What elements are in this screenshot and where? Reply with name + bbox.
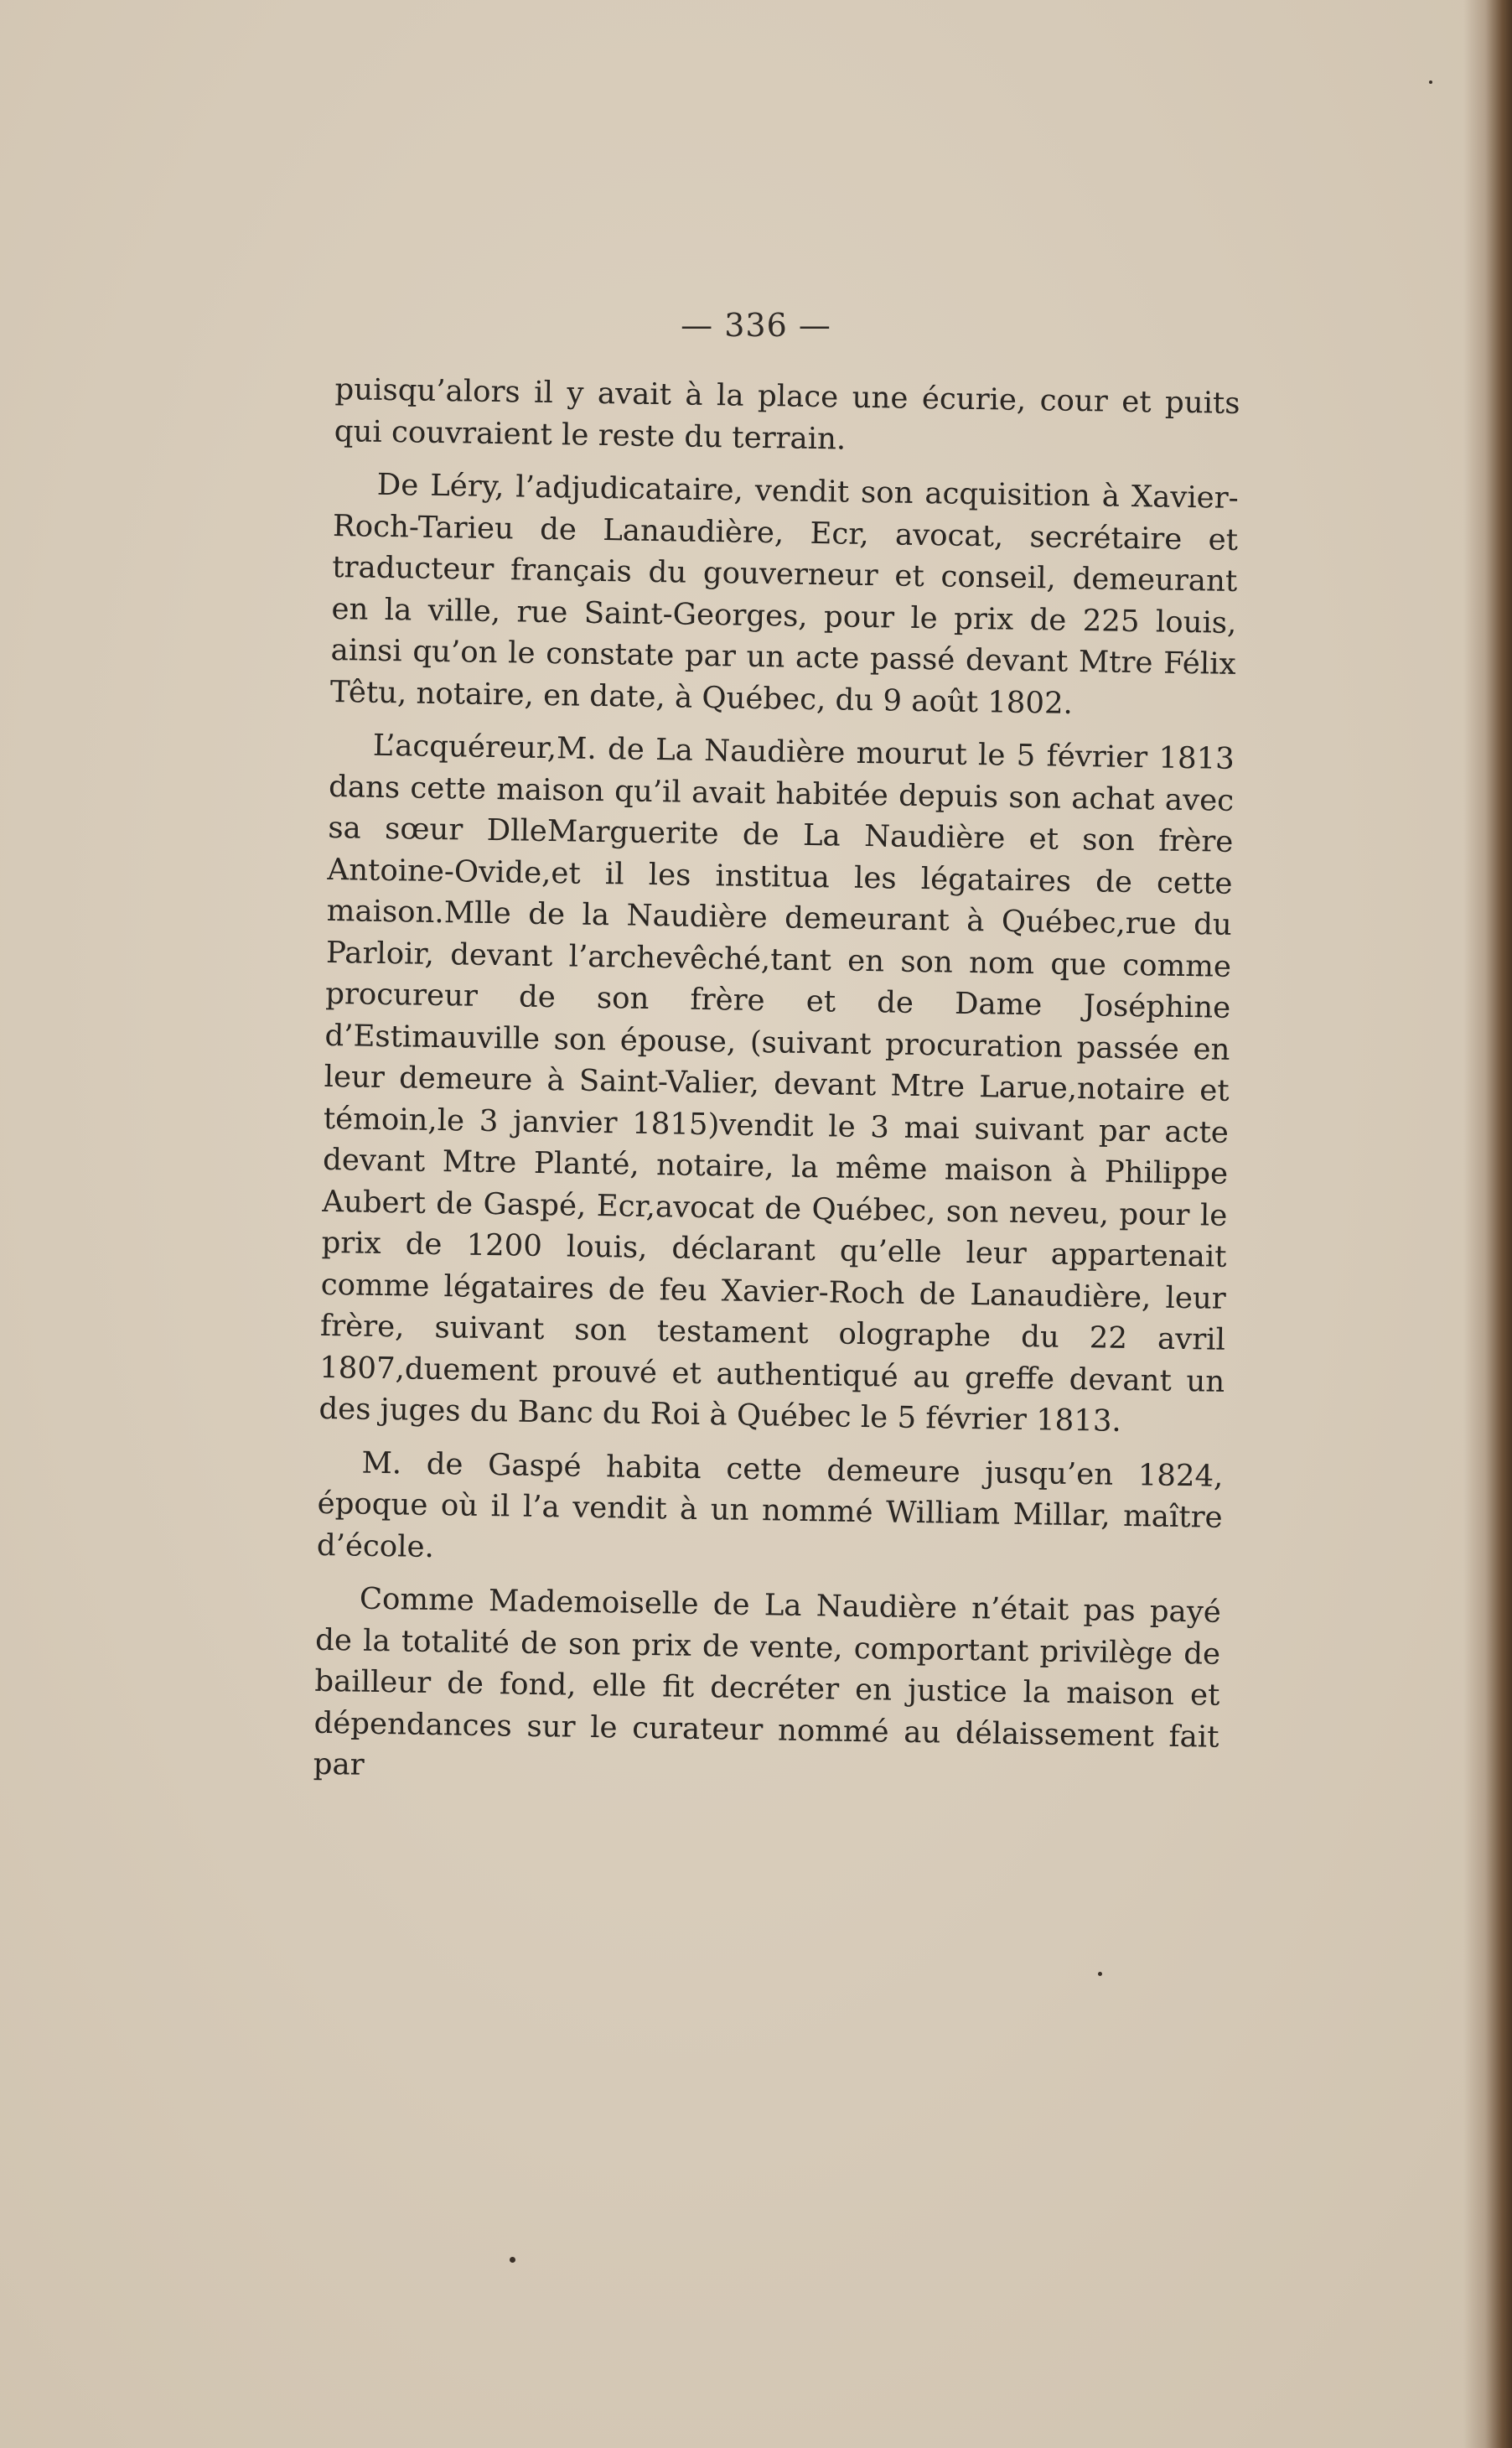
ink-speck <box>510 2257 515 2263</box>
page-binding-edge <box>1463 0 1512 2448</box>
page-number: — 336 — <box>681 307 831 344</box>
paragraph-4: M. de Gaspé habita cette demeure jusqu’en 1824, époque où il l’a vendit à un nommé William Millar, maître d’école. <box>316 1445 1224 1564</box>
paragraph-3: L’acquéreur,M. de La Naudière mourut le 5 février 1813 dans cette maison qu’il avait habitée depuis son achat avec sa sœur DlleMarguerite de La Naudière et son frère Antoine-Ovide,et il les institua les légataires de cette maison.Mlle de la Naudière demeurant à Québec,rue du Parloir, devant l’archevêché,tant en son nom que comme procureur de son frère et de Dame Joséphine d’Estimauville son épouse, (suivant procuration passée en leur demeure à Saint-Valier, devant Mtre Larue,notaire et témoin,le 3 janvier 1815)vendit le 3 mai suivant par acte devant Mtre Planté, notaire, la même maison à Philippe Aubert de Gaspé, Ecr,avocat de Québec, son neveu, pour le prix de 1200 louis, déclarant qu’elle leur appartenait comme légataires de feu Xavier-Roch de Lanaudière, leur frère, suivant son testament olographe du 22 avril 1807,duement prouvé et authentiqué au greffe devant un des juges du Banc du Roi à Québec le 5 février 1813. <box>318 728 1235 1439</box>
body-text <box>313 369 1240 1811</box>
paragraph-5: Comme Mademoiselle de La Naudière n’était pas payé de la totalité de son prix de vente, comportant privilège de bailleur de fond, elle fit decréter en justice la maison et dépendances sur le curateur nommé au délaissement fait par <box>313 1581 1222 1782</box>
ink-speck <box>1429 80 1432 84</box>
paragraph-2: De Léry, l’adjudicataire, vendit son acquisition à Xavier-Roch-Tarieu de Lanaudière, Ecr, avocat, secrétaire et traducteur français du gouverneur et conseil, demeurant en la ville, rue Saint-Georges, pour le prix de 225 louis, ainsi qu’on le constate par un acte passé devant Mtre Félix Têtu, notaire, en date, à Québec, du 9 août 1802. <box>329 467 1240 721</box>
paragraph-1: puisqu’alors il y avait à la place une écurie, cour et puits qui couvraient le reste du terrain. <box>334 371 1240 457</box>
ink-speck <box>1098 1972 1102 1976</box>
